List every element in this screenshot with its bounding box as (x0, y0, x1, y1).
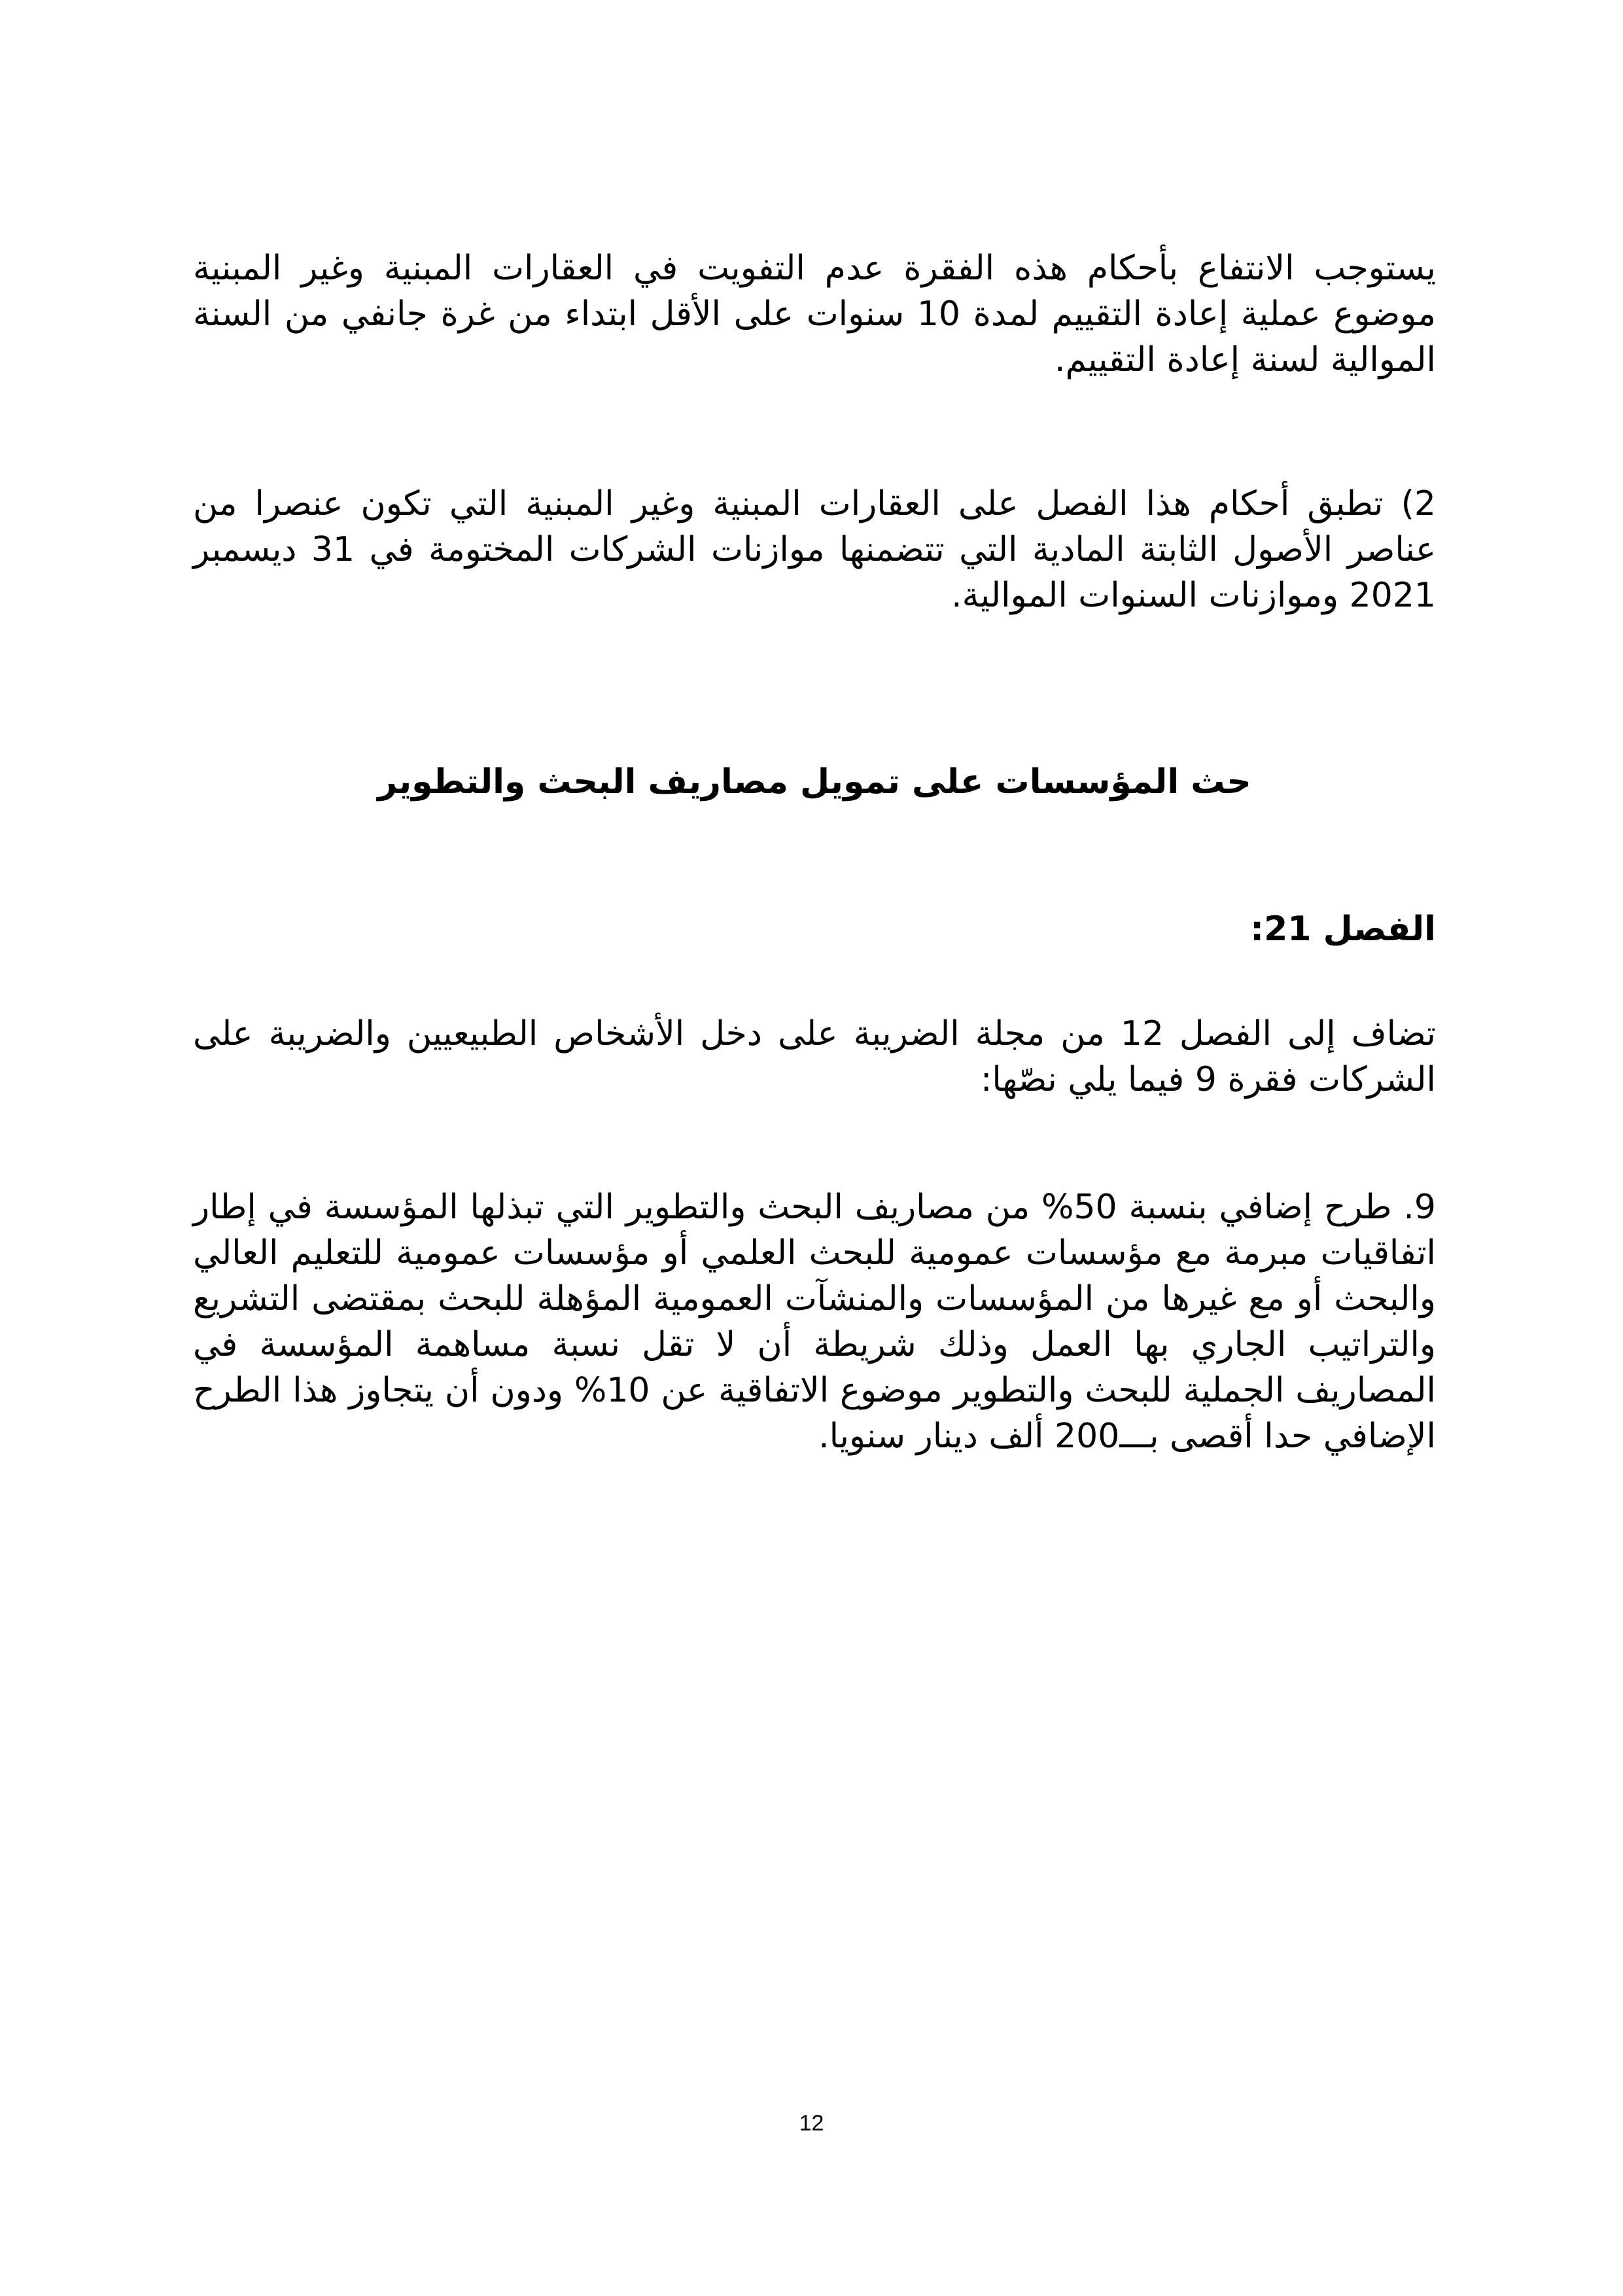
paragraph-amendment-intro: تضاف إلى الفصل 12 من مجلة الضريبة على دخل الأشخاص الطبيعيين والضريبة على الشركات فقرة 9 فيما يلي نصّها: (193, 1014, 1437, 1099)
item-number: 2) (1401, 484, 1436, 523)
numbered-item-2 (193, 481, 1436, 618)
chapter-label: الفصل 21: (1250, 910, 1436, 949)
paragraph-deduction-clause: 9. طرح إضافي بنسبة 50% من مصاريف البحث والتطوير التي تبذلها المؤسسة في إطار اتفاقيات مبرمة مع مؤسسات عمومية للبحث العلمي أو مؤسسات عمومية للتعليم العالي والبحث أو مع غيرها من المؤسسات والمنشآت العمومية المؤهلة للبحث بمقتضى التشريع والتراتيب الجاري بها العمل وذلك شريطة أن لا تقل نسبة مساهمة المؤسسة في المصاريف الجملية للبحث والتطوير موضوع الاتفاقية عن 10% ودون أن يتجاوز هذا الطرح الإضافي حدا أقصى بـــ200 ألف دينار سنويا. (193, 1188, 1437, 1456)
item-2-text: تطبق أحكام هذا الفصل على العقارات المبنية وغير المبنية التي تكون عنصرا من عناصر الأصول الثابتة المادية التي تتضمنها موازنات الشركات المختومة في 31 ديسمبر 2021 وموازنات السنوات الموالية. (193, 484, 1436, 615)
section-heading: حث المؤسسات على تمويل مصاريف البحث والتطوير (377, 762, 1251, 802)
page-number: 12 (799, 2111, 824, 2136)
paragraph-revaluation-condition: يستوجب الانتفاع بأحكام هذه الفقرة عدم التفويت في العقارات المبنية وغير المبنية موضوع عملية إعادة التقييم لمدة 10 سنوات على الأقل ابتداء من غرة جانفي من السنة الموالية لسنة إعادة التقييم. (193, 249, 1436, 380)
